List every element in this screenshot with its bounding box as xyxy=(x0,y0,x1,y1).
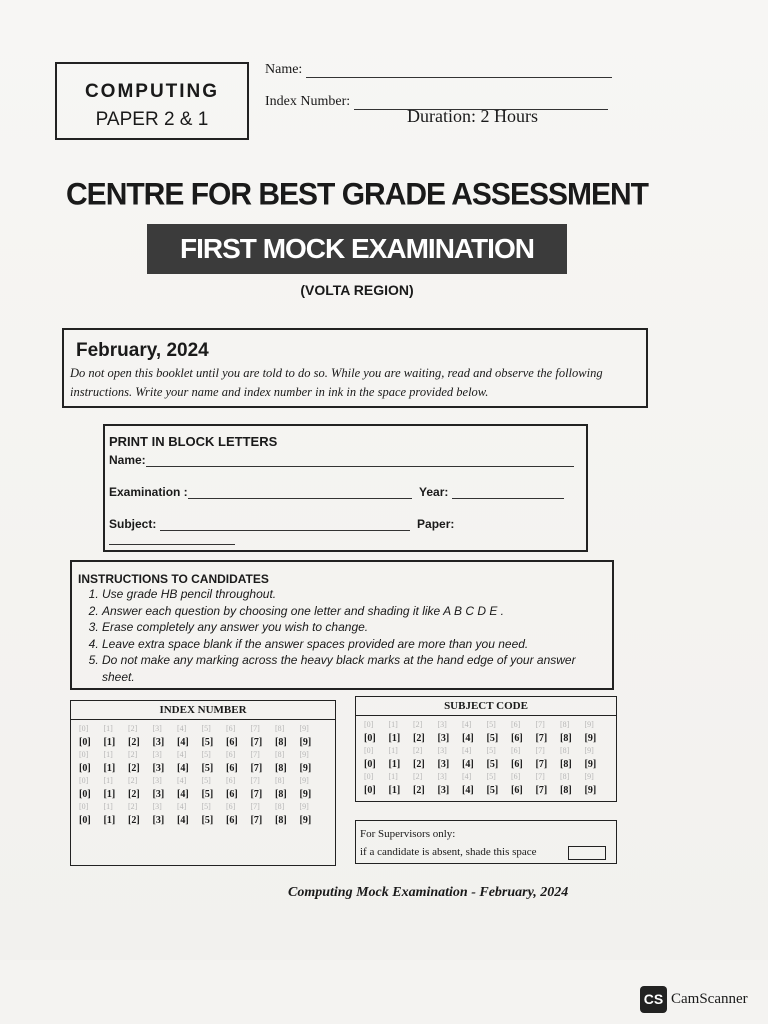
region-label: (VOLTA REGION) xyxy=(300,282,414,298)
digit-bubble: [8] xyxy=(560,746,570,755)
digit-bubble[interactable]: [2] xyxy=(128,737,140,748)
digit-bubble[interactable]: [1] xyxy=(388,733,401,744)
exam-date: February, 2024 xyxy=(76,340,209,361)
digit-bubble[interactable]: [5] xyxy=(201,815,214,826)
digit-bubble: [3] xyxy=(152,724,162,733)
supervisors-box xyxy=(355,820,617,864)
index-number-header: INDEX NUMBER xyxy=(71,701,335,720)
subject-name: COMPUTING xyxy=(84,81,220,102)
digit-bubble: [0] xyxy=(79,750,89,759)
instruction-item: 5. Do not make any marking across the heavy black marks at the hand edge of your answer sheet. xyxy=(102,652,606,685)
digit-bubble: [2] xyxy=(128,776,138,785)
digit-bubble[interactable]: [5] xyxy=(486,759,499,770)
digit-bubble: [7] xyxy=(535,772,545,781)
digit-bubble: [8] xyxy=(275,750,285,759)
digit-bubble[interactable]: [9] xyxy=(299,737,312,748)
digit-bubble[interactable]: [2] xyxy=(128,763,140,774)
digit-bubble: [7] xyxy=(535,746,545,755)
digit-bubble: [3] xyxy=(152,776,162,785)
digit-bubble: [6] xyxy=(226,724,236,733)
digit-bubble[interactable]: [7] xyxy=(535,733,548,744)
digit-bubble: [8] xyxy=(560,720,570,729)
digit-bubble: [7] xyxy=(250,750,260,759)
digit-bubble[interactable]: [7] xyxy=(250,789,263,800)
digit-bubble: [9] xyxy=(299,776,309,785)
digit-bubble[interactable]: [0] xyxy=(364,759,376,770)
digit-bubble[interactable]: [0] xyxy=(79,737,91,748)
bubble-row-faint xyxy=(364,772,616,785)
digit-bubble: [2] xyxy=(128,750,138,759)
digit-bubble[interactable]: [4] xyxy=(177,789,189,800)
digit-bubble[interactable]: [4] xyxy=(462,759,474,770)
digit-bubble: [3] xyxy=(437,720,447,729)
block-letters-header: PRINT IN BLOCK LETTERS xyxy=(109,434,278,449)
digit-bubble: [3] xyxy=(152,750,162,759)
digit-bubble[interactable]: [6] xyxy=(511,785,523,796)
absent-shade-box[interactable] xyxy=(568,846,606,860)
supervisors-title: For Supervisors only: xyxy=(360,828,456,840)
digit-bubble: [0] xyxy=(364,746,374,755)
instruction-item: 4. Leave extra space blank if the answer spaces provided are more than you need. xyxy=(102,636,606,653)
digit-bubble[interactable]: [3] xyxy=(437,759,450,770)
digit-bubble: [4] xyxy=(177,776,187,785)
digit-bubble[interactable]: [4] xyxy=(462,733,474,744)
digit-bubble: [7] xyxy=(250,724,260,733)
bubble-row-faint xyxy=(364,746,616,759)
notice-box xyxy=(62,328,648,408)
digit-bubble[interactable]: [3] xyxy=(152,815,165,826)
digit-bubble[interactable]: [8] xyxy=(275,763,287,774)
digit-bubble: [8] xyxy=(275,776,285,785)
subject-box xyxy=(55,62,249,140)
digit-bubble[interactable]: [5] xyxy=(486,785,499,796)
candidate-instructions-list xyxy=(78,586,606,685)
digit-bubble[interactable]: [1] xyxy=(388,759,401,770)
digit-bubble: [6] xyxy=(226,750,236,759)
digit-bubble: [4] xyxy=(177,724,187,733)
bubble-row-faint xyxy=(79,802,335,815)
header-name-label: Name: xyxy=(265,62,303,77)
bubble-row xyxy=(79,789,335,802)
digit-bubble: [9] xyxy=(584,720,594,729)
digit-bubble: [0] xyxy=(364,772,374,781)
bubble-row-faint xyxy=(364,720,616,733)
digit-bubble: [4] xyxy=(462,746,472,755)
digit-bubble: [2] xyxy=(413,746,423,755)
digit-bubble[interactable]: [6] xyxy=(511,759,523,770)
digit-bubble: [5] xyxy=(201,750,211,759)
digit-bubble[interactable]: [9] xyxy=(584,785,597,796)
digit-bubble: [4] xyxy=(177,750,187,759)
bubble-row xyxy=(364,785,616,798)
bubble-row xyxy=(79,815,335,828)
digit-bubble: [0] xyxy=(364,720,374,729)
digit-bubble: [5] xyxy=(486,746,496,755)
digit-bubble[interactable]: [1] xyxy=(103,737,116,748)
digit-bubble: [5] xyxy=(201,802,211,811)
subject-code-rows xyxy=(356,716,616,798)
camscanner-label: CamScanner xyxy=(671,991,748,1007)
digit-bubble[interactable]: [0] xyxy=(79,815,91,826)
digit-bubble: [8] xyxy=(275,802,285,811)
instruction-item: 3. Erase completely any answer you wish to change. xyxy=(102,619,606,636)
exam-title-banner: FIRST MOCK EXAMINATION xyxy=(147,224,567,274)
digit-bubble: [5] xyxy=(201,776,211,785)
digit-bubble[interactable]: [0] xyxy=(364,733,376,744)
bubble-row xyxy=(364,733,616,746)
digit-bubble[interactable]: [2] xyxy=(128,789,140,800)
header-name-row xyxy=(265,62,612,78)
digit-bubble[interactable]: [7] xyxy=(250,763,263,774)
subject-code-header: SUBJECT CODE xyxy=(356,697,616,716)
digit-bubble[interactable]: [3] xyxy=(152,763,165,774)
digit-bubble[interactable]: [9] xyxy=(584,759,597,770)
block-examination-field[interactable] xyxy=(188,498,412,499)
subject-code-grid xyxy=(355,696,617,802)
digit-bubble[interactable]: [1] xyxy=(103,789,116,800)
block-exam-row xyxy=(109,485,580,499)
digit-bubble[interactable]: [5] xyxy=(486,733,499,744)
digit-bubble[interactable]: [3] xyxy=(152,737,165,748)
digit-bubble: [5] xyxy=(486,772,496,781)
digit-bubble[interactable]: [9] xyxy=(299,789,312,800)
digit-bubble[interactable]: [7] xyxy=(250,815,263,826)
instruction-item: 1. Use grade HB pencil throughout. xyxy=(102,586,606,603)
digit-bubble[interactable]: [9] xyxy=(584,733,597,744)
digit-bubble: [0] xyxy=(79,724,89,733)
digit-bubble[interactable]: [8] xyxy=(275,737,287,748)
digit-bubble: [2] xyxy=(413,720,423,729)
digit-bubble[interactable]: [1] xyxy=(388,785,401,796)
digit-bubble[interactable]: [4] xyxy=(462,785,474,796)
digit-bubble: [6] xyxy=(511,720,521,729)
supervisors-instruction: if a candidate is absent, shade this space xyxy=(360,846,537,858)
digit-bubble: [9] xyxy=(584,772,594,781)
digit-bubble: [1] xyxy=(388,772,398,781)
digit-bubble[interactable]: [8] xyxy=(560,733,572,744)
digit-bubble[interactable]: [7] xyxy=(250,737,263,748)
digit-bubble: [5] xyxy=(201,724,211,733)
digit-bubble[interactable]: [3] xyxy=(152,789,165,800)
digit-bubble[interactable]: [8] xyxy=(560,785,572,796)
block-paper-label: Paper: xyxy=(417,517,455,531)
block-name-field[interactable] xyxy=(146,466,574,467)
block-year-label: Year: xyxy=(419,485,449,499)
block-subject-label: Subject: xyxy=(109,517,157,531)
block-examination-label: Examination : xyxy=(109,485,188,499)
subject-paper: PAPER 2 & 1 xyxy=(95,109,209,130)
digit-bubble[interactable]: [3] xyxy=(437,733,450,744)
digit-bubble: [7] xyxy=(535,720,545,729)
digit-bubble[interactable]: [0] xyxy=(79,789,91,800)
block-year-field[interactable] xyxy=(452,498,564,499)
digit-bubble: [7] xyxy=(250,776,260,785)
digit-bubble[interactable]: [1] xyxy=(103,763,116,774)
digit-bubble[interactable]: [2] xyxy=(413,759,425,770)
digit-bubble[interactable]: [0] xyxy=(79,763,91,774)
header-name-field[interactable] xyxy=(306,77,612,78)
digit-bubble: [9] xyxy=(584,746,594,755)
digit-bubble: [6] xyxy=(226,776,236,785)
digit-bubble: [6] xyxy=(511,746,521,755)
duration-text: Duration: 2 Hours xyxy=(407,106,538,126)
block-letters-box xyxy=(103,424,588,552)
digit-bubble: [2] xyxy=(413,772,423,781)
instruction-item: 2. Answer each question by choosing one letter and shading it like A B C D E . xyxy=(102,603,606,620)
digit-bubble: [4] xyxy=(177,802,187,811)
digit-bubble[interactable]: [6] xyxy=(226,789,238,800)
digit-bubble[interactable]: [0] xyxy=(364,785,376,796)
bubble-row-faint xyxy=(79,750,335,763)
digit-bubble: [9] xyxy=(299,724,309,733)
digit-bubble: [2] xyxy=(128,724,138,733)
notice-text: Do not open this booklet until you are told to do so. While you are waiting, read and observe the following instructions. Write your name and index number in ink in the space provided below. xyxy=(70,366,603,399)
digit-bubble[interactable]: [7] xyxy=(535,785,548,796)
digit-bubble: [4] xyxy=(462,772,472,781)
digit-bubble[interactable]: [4] xyxy=(177,737,189,748)
digit-bubble: [3] xyxy=(437,746,447,755)
digit-bubble: [8] xyxy=(275,724,285,733)
block-paper-field[interactable] xyxy=(109,544,235,545)
camscanner-watermark xyxy=(640,986,748,1013)
digit-bubble: [0] xyxy=(79,802,89,811)
digit-bubble[interactable]: [2] xyxy=(413,785,425,796)
block-subject-row xyxy=(109,517,580,545)
bubble-row-faint xyxy=(79,776,335,789)
digit-bubble: [1] xyxy=(388,746,398,755)
digit-bubble: [4] xyxy=(462,720,472,729)
centre-title: CENTRE FOR BEST GRADE ASSESSMENT xyxy=(66,177,648,212)
candidate-instructions-header: INSTRUCTIONS TO CANDIDATES xyxy=(78,572,269,586)
digit-bubble[interactable]: [6] xyxy=(511,733,523,744)
digit-bubble[interactable]: [1] xyxy=(103,815,116,826)
digit-bubble[interactable]: [4] xyxy=(177,763,189,774)
digit-bubble[interactable]: [7] xyxy=(535,759,548,770)
digit-bubble: [3] xyxy=(437,772,447,781)
digit-bubble[interactable]: [2] xyxy=(413,733,425,744)
camscanner-logo-icon: CS xyxy=(640,986,667,1013)
digit-bubble[interactable]: [6] xyxy=(226,763,238,774)
digit-bubble: [9] xyxy=(299,802,309,811)
candidate-instructions-box xyxy=(70,560,614,690)
digit-bubble[interactable]: [4] xyxy=(177,815,189,826)
digit-bubble[interactable]: [8] xyxy=(275,789,287,800)
header-index-label: Index Number: xyxy=(265,94,351,109)
digit-bubble: [0] xyxy=(79,776,89,785)
bubble-row xyxy=(364,759,616,772)
digit-bubble[interactable]: [2] xyxy=(128,815,140,826)
digit-bubble[interactable]: [8] xyxy=(560,759,572,770)
digit-bubble: [9] xyxy=(299,750,309,759)
digit-bubble[interactable]: [6] xyxy=(226,815,238,826)
digit-bubble: [1] xyxy=(388,720,398,729)
digit-bubble[interactable]: [6] xyxy=(226,737,238,748)
digit-bubble: [6] xyxy=(226,802,236,811)
digit-bubble: [3] xyxy=(152,802,162,811)
digit-bubble[interactable]: [9] xyxy=(299,763,312,774)
index-number-grid xyxy=(70,700,336,866)
bubble-row xyxy=(79,763,335,776)
block-name-label: Name: xyxy=(109,453,146,467)
digit-bubble[interactable]: [5] xyxy=(201,789,214,800)
footer-text: Computing Mock Examination - February, 2024 xyxy=(288,885,569,900)
digit-bubble[interactable]: [5] xyxy=(201,737,214,748)
digit-bubble[interactable]: [8] xyxy=(275,815,287,826)
index-number-rows xyxy=(71,720,335,828)
digit-bubble: [1] xyxy=(103,750,113,759)
digit-bubble[interactable]: [9] xyxy=(299,815,312,826)
block-name-row xyxy=(109,453,580,467)
digit-bubble: [1] xyxy=(103,802,113,811)
digit-bubble: [1] xyxy=(103,724,113,733)
digit-bubble[interactable]: [5] xyxy=(201,763,214,774)
bubble-row xyxy=(79,737,335,750)
digit-bubble: [5] xyxy=(486,720,496,729)
digit-bubble: [8] xyxy=(560,772,570,781)
digit-bubble: [2] xyxy=(128,802,138,811)
block-subject-field[interactable] xyxy=(160,530,410,531)
bubble-row-faint xyxy=(79,724,335,737)
digit-bubble: [7] xyxy=(250,802,260,811)
digit-bubble[interactable]: [3] xyxy=(437,785,450,796)
digit-bubble: [6] xyxy=(511,772,521,781)
digit-bubble: [1] xyxy=(103,776,113,785)
